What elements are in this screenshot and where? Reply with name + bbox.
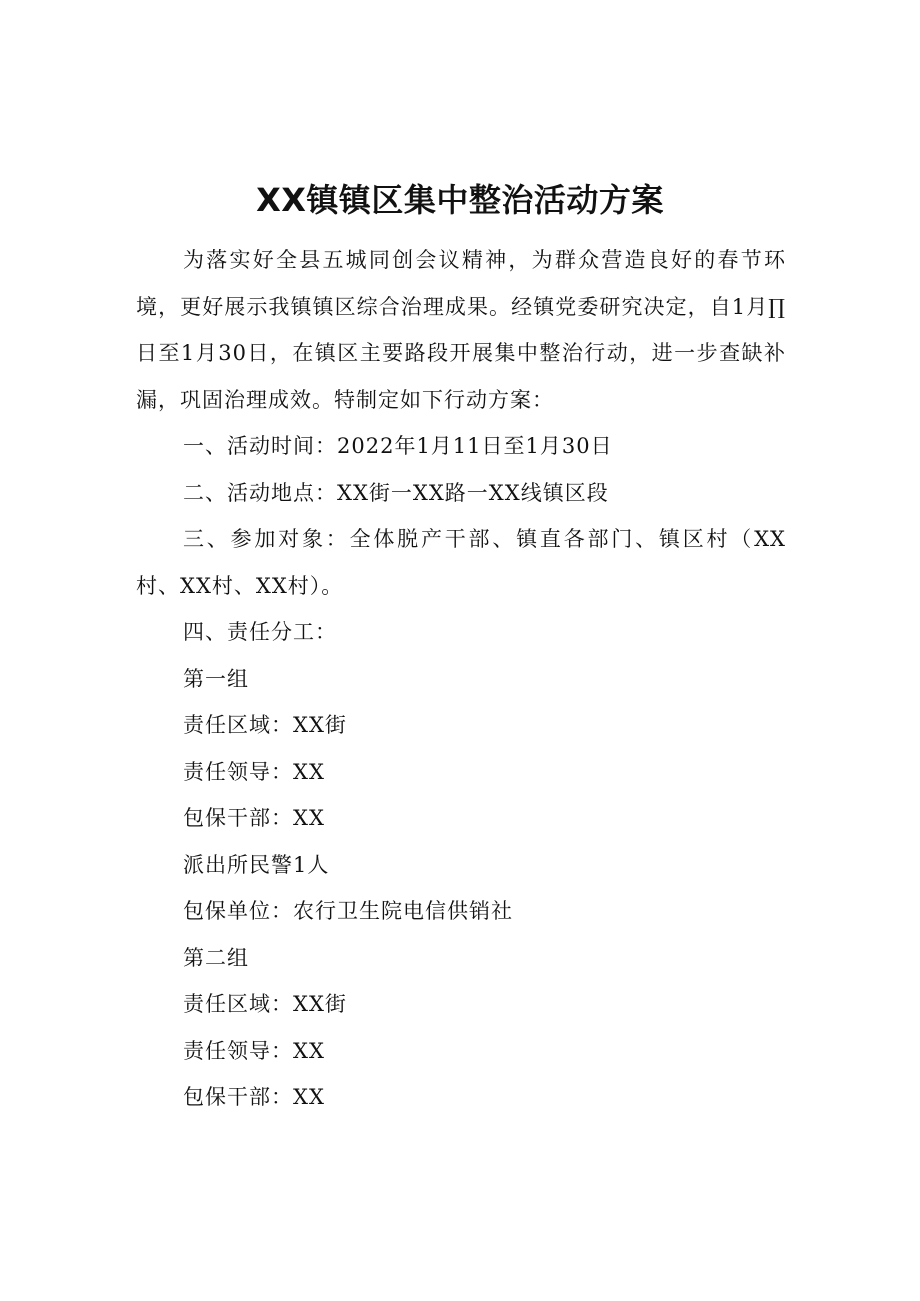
group-1-area: 责任区域：XX街 [183,713,347,737]
group-1-name: 第一组 [183,666,249,691]
group-2-area: 责任区域：XX街 [183,992,347,1016]
responsibility-heading: 四、责任分工： [183,620,337,644]
document-body [136,237,786,1121]
participants-paragraph: 三、参加对象：全体脱产干部、镇直各部门、镇区村（XX村、XX村、XX村）。 [136,527,786,598]
activity-location: 二、活动地点：XX街一XX路一XX线镇区段 [183,480,609,505]
document-title: XX镇镇区集中整治活动方案 [256,181,664,219]
group-2-name: 第二组 [183,945,249,970]
group-1-cadre: 包保干部：XX [183,806,325,830]
group-1-police: 派出所民警1人 [183,852,330,877]
group-1-units: 包保单位：农行卫生院电信供销社 [183,899,513,923]
activity-time: 一、活动时间：2022年1月11日至1月30日 [183,434,613,458]
group-2-cadre: 包保干部：XX [183,1085,325,1109]
group-1-leader: 责任领导：XX [183,759,325,784]
intro-paragraph: 为落实好全县五城同创会议精神，为群众营造良好的春节环境，更好展示我镇镇区综合治理成果。经镇党委研究决定，自1月∏日至1月30日，在镇区主要路段开展集中整治行动，进一步查缺补漏，巩固治理成效。特制定如下行动方案： [136,248,786,412]
group-2-leader: 责任领导：XX [183,1038,325,1063]
